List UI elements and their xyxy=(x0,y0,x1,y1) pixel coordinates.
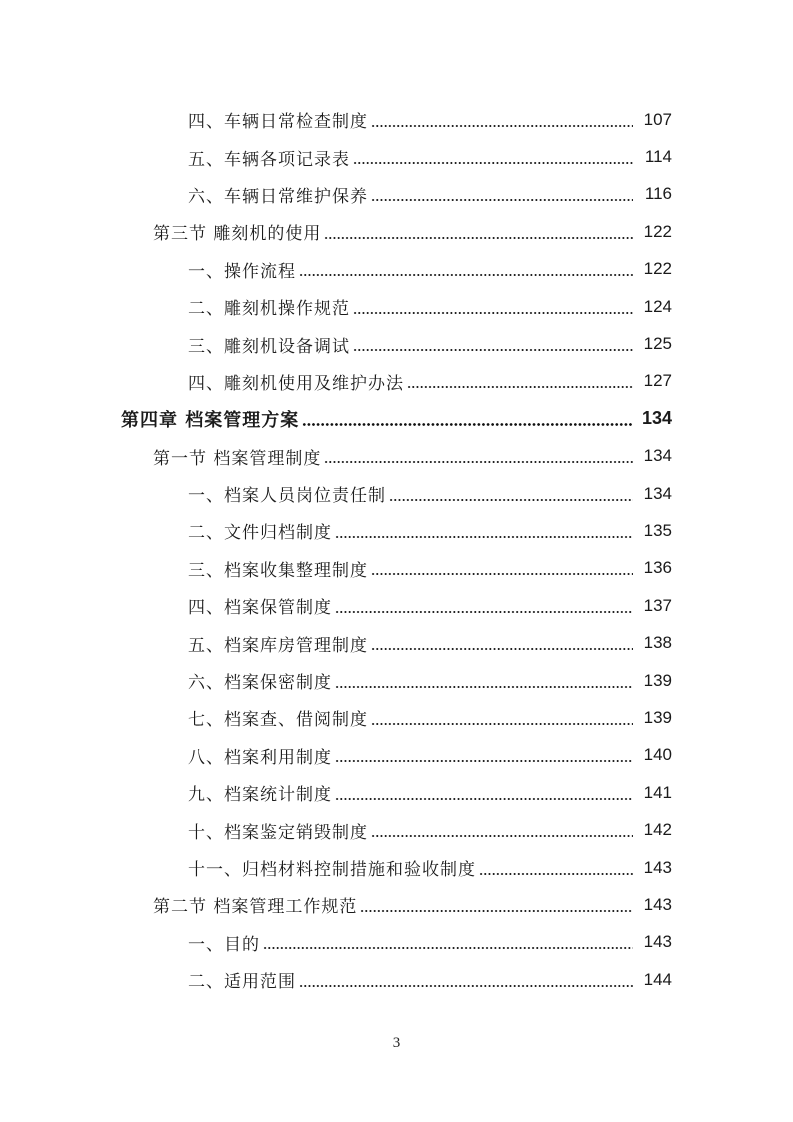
toc-entry-page: 124 xyxy=(643,296,672,316)
toc-entry[interactable] xyxy=(0,924,793,961)
dot-leader xyxy=(479,873,633,875)
table-of-contents xyxy=(0,101,793,998)
toc-section-entry[interactable] xyxy=(0,886,793,923)
toc-entry[interactable] xyxy=(0,176,793,213)
toc-entry-title: 第二节 档案管理工作规范 xyxy=(153,897,358,918)
toc-entry-page: 142 xyxy=(643,820,672,840)
dot-leader xyxy=(335,798,633,800)
toc-entry-title: 五、档案库房管理制度 xyxy=(188,635,368,656)
dot-leader xyxy=(299,985,633,987)
toc-entry-page: 135 xyxy=(643,520,672,540)
toc-entry-title: 第四章 档案管理方案 xyxy=(121,409,300,431)
dot-leader xyxy=(353,162,633,164)
toc-entry-title: 六、车辆日常维护保养 xyxy=(188,186,368,207)
toc-entry-page: 136 xyxy=(643,558,672,578)
toc-entry-title: 六、档案保密制度 xyxy=(188,673,332,694)
toc-entry-title: 四、车辆日常检查制度 xyxy=(188,112,368,133)
toc-entry[interactable] xyxy=(0,699,793,736)
toc-entry-page: 141 xyxy=(643,782,672,802)
dot-leader xyxy=(407,386,633,388)
toc-entry-title: 七、档案查、借阅制度 xyxy=(188,710,368,731)
toc-entry-title: 一、目的 xyxy=(188,934,260,955)
dot-leader xyxy=(324,461,633,463)
dot-leader xyxy=(389,499,633,501)
toc-entry[interactable] xyxy=(0,774,793,811)
toc-entry-page: 134 xyxy=(643,483,672,503)
toc-entry-title: 八、档案利用制度 xyxy=(188,747,332,768)
dot-leader xyxy=(353,349,633,351)
toc-entry[interactable] xyxy=(0,624,793,661)
toc-entry-title: 五、车辆各项记录表 xyxy=(188,149,350,170)
toc-entry-page: 116 xyxy=(644,184,672,204)
toc-entry-title: 二、文件归档制度 xyxy=(188,523,332,544)
dot-leader xyxy=(360,910,633,912)
toc-entry-page: 143 xyxy=(643,857,672,877)
toc-entry[interactable] xyxy=(0,550,793,587)
dot-leader xyxy=(299,274,633,276)
toc-entry-page: 122 xyxy=(643,259,672,279)
toc-entry-title: 十、档案鉴定销毁制度 xyxy=(188,822,368,843)
toc-entry-page: 138 xyxy=(643,633,672,653)
toc-entry-title: 第一节 档案管理制度 xyxy=(153,448,322,469)
toc-entry-page: 143 xyxy=(643,894,672,914)
toc-entry-page: 127 xyxy=(643,371,672,391)
page-number: 3 xyxy=(392,1035,401,1051)
dot-leader xyxy=(324,237,633,239)
toc-entry-title: 九、档案统计制度 xyxy=(188,785,332,806)
toc-entry-title: 一、操作流程 xyxy=(188,261,296,282)
toc-entry-page: 139 xyxy=(643,707,672,727)
dot-leader xyxy=(302,423,633,426)
toc-section-entry[interactable] xyxy=(0,438,793,475)
toc-entry[interactable] xyxy=(0,363,793,400)
toc-entry-page: 143 xyxy=(643,932,672,952)
toc-entry-title: 四、档案保管制度 xyxy=(188,598,332,619)
toc-entry-page: 114 xyxy=(644,147,672,167)
toc-entry-page: 139 xyxy=(643,670,672,690)
dot-leader xyxy=(371,723,633,725)
dot-leader xyxy=(371,125,633,127)
toc-entry-title: 一、档案人员岗位责任制 xyxy=(188,486,386,507)
dot-leader xyxy=(335,611,633,613)
toc-entry-title: 二、雕刻机操作规范 xyxy=(188,299,350,320)
toc-entry-title: 第三节 雕刻机的使用 xyxy=(153,224,322,245)
toc-chapter-entry[interactable] xyxy=(0,400,793,437)
dot-leader xyxy=(353,312,633,314)
dot-leader xyxy=(371,573,633,575)
toc-entry[interactable] xyxy=(0,662,793,699)
toc-entry[interactable] xyxy=(0,849,793,886)
dot-leader xyxy=(263,947,633,949)
toc-entry[interactable] xyxy=(0,101,793,138)
toc-entry[interactable] xyxy=(0,138,793,175)
toc-entry[interactable] xyxy=(0,475,793,512)
toc-entry-page: 144 xyxy=(643,969,672,989)
toc-entry[interactable] xyxy=(0,288,793,325)
toc-entry-page: 122 xyxy=(643,221,672,241)
toc-entry-title: 二、适用范围 xyxy=(188,972,296,993)
toc-entry-page: 134 xyxy=(643,446,672,466)
dot-leader xyxy=(371,648,633,650)
toc-entry-title: 四、雕刻机使用及维护办法 xyxy=(188,373,404,394)
toc-entry-title: 十一、归档材料控制措施和验收制度 xyxy=(188,860,476,880)
toc-entry[interactable] xyxy=(0,587,793,624)
dot-leader xyxy=(335,536,633,538)
dot-leader xyxy=(371,835,633,837)
toc-entry-page: 134 xyxy=(641,408,672,429)
toc-entry[interactable] xyxy=(0,251,793,288)
toc-entry-title: 三、雕刻机设备调试 xyxy=(188,336,350,357)
dot-leader xyxy=(371,199,633,201)
toc-entry-page: 125 xyxy=(643,334,672,354)
toc-entry-page: 140 xyxy=(643,745,672,765)
dot-leader xyxy=(335,686,633,688)
toc-entry[interactable] xyxy=(0,737,793,774)
toc-section-entry[interactable] xyxy=(0,213,793,250)
toc-entry[interactable] xyxy=(0,811,793,848)
toc-entry[interactable] xyxy=(0,325,793,362)
toc-entry-page: 137 xyxy=(643,595,672,615)
toc-entry-title: 三、档案收集整理制度 xyxy=(188,560,368,581)
toc-entry[interactable] xyxy=(0,512,793,549)
toc-entry-page: 107 xyxy=(643,109,672,129)
dot-leader xyxy=(335,760,633,762)
toc-entry[interactable] xyxy=(0,961,793,998)
